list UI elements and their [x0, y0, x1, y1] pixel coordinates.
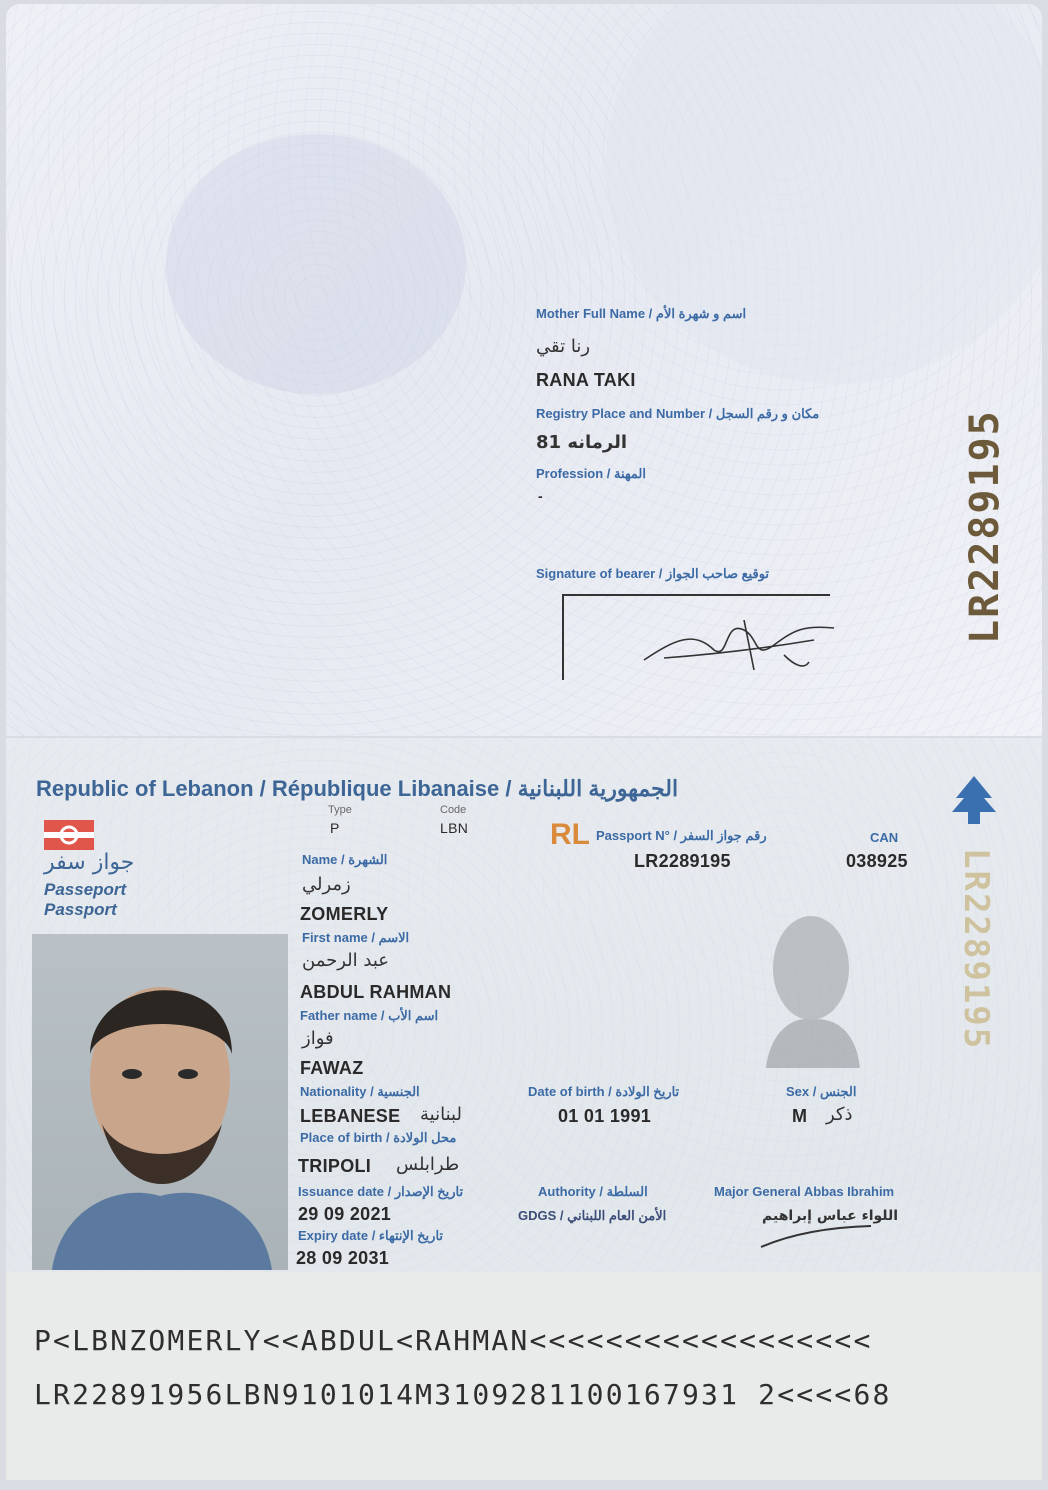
profession-value: -	[538, 488, 543, 504]
first-name-arabic: عبد الرحمن	[302, 950, 389, 971]
signature-box	[562, 594, 830, 680]
date-of-birth: 01 01 1991	[558, 1106, 652, 1126]
type-value: P	[330, 820, 340, 836]
sex-arabic: ذكر	[826, 1104, 853, 1125]
mother-name: RANA TAKI	[536, 370, 636, 390]
passport-data-page	[6, 738, 1042, 1480]
father-name-arabic: فواز	[302, 1028, 334, 1049]
ghost-photo	[756, 898, 866, 1068]
registry-label: Registry Place and Number / مكان و رقم السجل	[536, 406, 820, 421]
type-label: Type	[328, 804, 352, 816]
first-name: ABDUL RAHMAN	[300, 982, 452, 1002]
father-name: FAWAZ	[300, 1058, 364, 1078]
official-name: Major General Abbas Ibrahim	[714, 1184, 895, 1199]
mother-name-arabic: رنا تقي	[536, 336, 591, 357]
holder-portrait	[32, 934, 288, 1270]
passport-no-label: Passport N° / رقم جواز السفر	[596, 828, 767, 843]
expiry-label: Expiry date / تاريخ الإنتهاء	[298, 1228, 444, 1243]
sex-label: Sex / الجنس	[786, 1084, 857, 1099]
first-name-label: First name / الاسم	[302, 930, 410, 945]
surname-arabic: زمرلي	[302, 874, 351, 895]
place-of-birth: TRIPOLI	[298, 1156, 372, 1176]
nationality-label: Nationality / الجنسية	[300, 1084, 420, 1099]
nationality-arabic: لبنانية	[420, 1104, 462, 1125]
signature-scribble	[634, 600, 874, 680]
can-value: 038925	[846, 851, 908, 871]
issuance-label: Issuance date / تاريخ الإصدار	[298, 1184, 464, 1199]
official-name-arabic: اللواء عباس إبراهيم	[762, 1208, 899, 1224]
passport-number: LR2289195	[634, 851, 731, 871]
passport-upper-page	[6, 4, 1042, 736]
surname-label: Name / الشهرة	[302, 852, 388, 867]
mother-name-label: Mother Full Name / اسم و شهرة الأم	[536, 306, 747, 321]
passport-word-arabic: جواز سفر	[44, 850, 135, 875]
perforated-number-lower: LR2289195	[956, 848, 996, 1051]
father-name-label: Father name / اسم الأب	[300, 1008, 439, 1023]
issuance-date: 29 09 2021	[298, 1204, 392, 1224]
pob-label: Place of birth / محل الولادة	[300, 1130, 457, 1145]
official-signature	[756, 1222, 876, 1252]
authority-label: Authority / السلطة	[538, 1184, 648, 1199]
registry-value: الرمانه 81	[536, 432, 628, 453]
country-title: Republic of Lebanon / République Libanaise / الجمهورية اللبنانية	[36, 776, 679, 801]
authority-value: GDGS / الأمن العام اللبناني	[518, 1208, 667, 1223]
surname: ZOMERLY	[300, 904, 389, 924]
code-label: Code	[440, 804, 467, 816]
expiry-date: 28 09 2031	[296, 1248, 390, 1268]
holder-photo	[32, 934, 288, 1270]
dob-label: Date of birth / تاريخ الولادة	[528, 1084, 680, 1099]
mrz-line-2: LR22891956LBN9101014M3109281100167931 2<<<<68	[34, 1378, 892, 1411]
ghost-watermark	[166, 134, 466, 394]
can-label: CAN	[870, 830, 899, 845]
perforated-number: LR2289195	[962, 409, 1008, 644]
code-value: LBN	[440, 820, 469, 836]
cedar-emblem-icon	[946, 772, 1002, 828]
mrz-zone	[6, 1272, 1042, 1480]
place-of-birth-arabic: طرابلس	[396, 1154, 460, 1175]
passport-word-french: Passeport	[44, 880, 127, 899]
biometric-chip-icon	[44, 820, 94, 850]
nationality: LEBANESE	[300, 1106, 401, 1126]
sex: M	[792, 1106, 808, 1126]
signature-label: Signature of bearer / توقيع صاحب الجواز	[536, 566, 770, 581]
passport-word-english: Passport	[44, 900, 117, 919]
profession-label: Profession / المهنة	[536, 466, 647, 481]
rl-mark: RL	[550, 818, 590, 851]
mrz-line-1: P<LBNZOMERLY<<ABDUL<RAHMAN<<<<<<<<<<<<<<<<<<	[34, 1324, 873, 1357]
